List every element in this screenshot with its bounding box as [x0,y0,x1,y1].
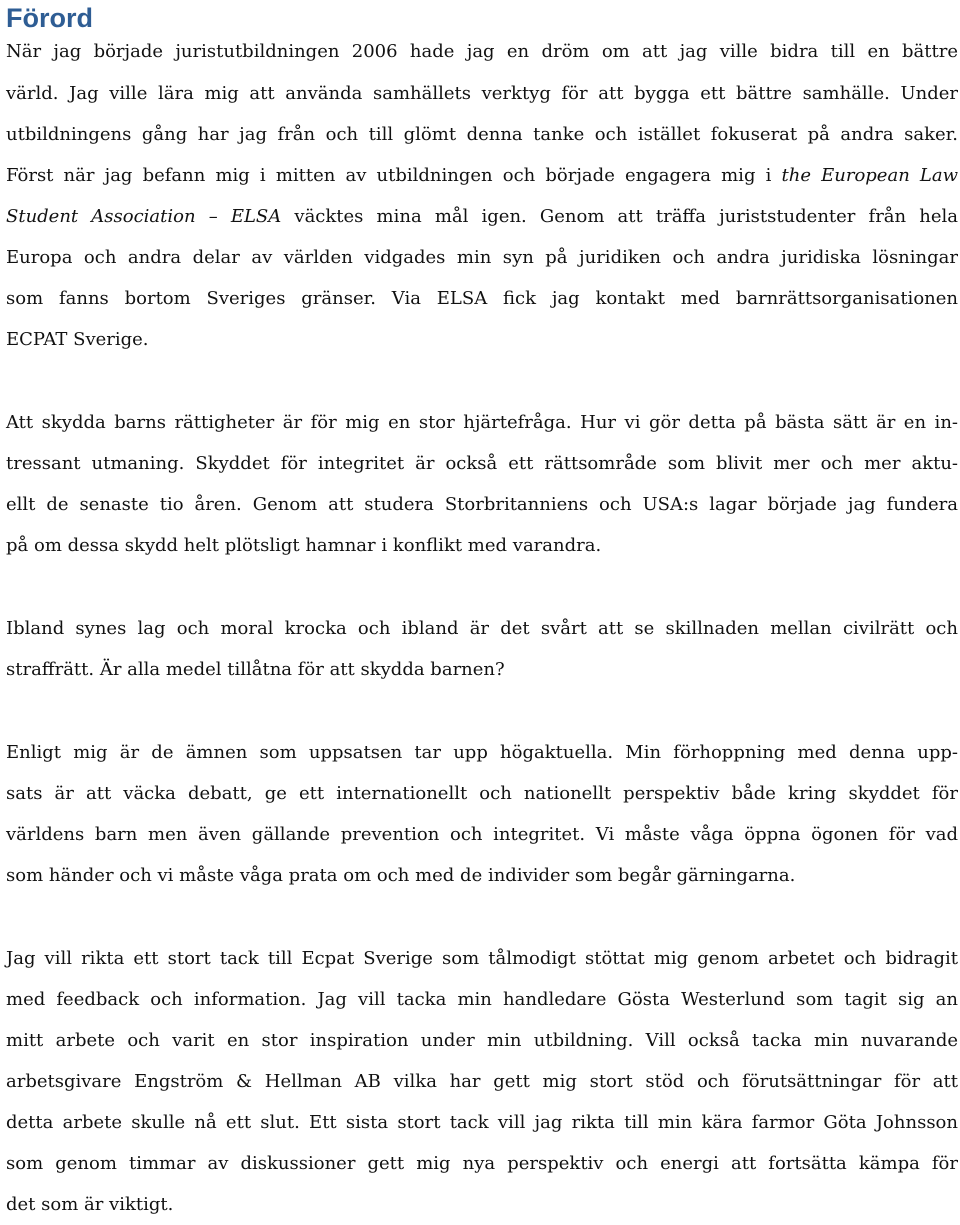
text-line: som händer och vi måste våga prata om och med de individer som begår gärningarna. [6,865,796,886]
paragraph-thanks [6,938,958,1225]
page-title: Förord [6,3,93,33]
paragraph-intro [6,35,958,360]
italic-segment: Student Association – ELSA [6,206,282,227]
paragraph-law-moral [6,608,958,690]
text-line: sats är att väcka debatt, ge ett internationellt och nationellt perspektiv både kring skyddet för [6,783,958,804]
paragraph-gap [6,566,958,608]
paragraph-gap [6,896,958,938]
text-line: detta arbete skulle nå ett slut. Ett sista stort tack vill jag rikta till min kära farmor Göta Johnsson [6,1112,958,1133]
text-line: på om dessa skydd helt plötsligt hamnar i konflikt med varandra. [6,535,602,556]
text-line: mitt arbete och varit en stor inspiration under min utbildning. Vill också tacka min nuvarande [6,1030,958,1051]
text-line: det som är viktigt. [6,1194,174,1215]
text-line: utbildningens gång har jag från och till glömt denna tanke och istället fokuserat på andra saker. [6,124,958,145]
text-line: Enligt mig är de ämnen som uppsatsen tar upp högaktuella. Min förhoppning med denna upp- [6,742,958,763]
paragraph-gap [6,690,958,732]
text-line: När jag började juristutbildningen 2006 hade jag en dröm om att jag ville bidra till en bättre [6,41,958,62]
text-line: arbetsgivare Engström & Hellman AB vilka har gett mig stort stöd och förutsättningar för att [6,1071,958,1092]
text-line-mixed [6,196,958,237]
paragraph-gap [6,360,958,402]
paragraph-rights [6,402,958,566]
paragraph-topics [6,732,958,896]
text-line: ellt de senaste tio åren. Genom att studera Storbritanniens och USA:s lagar började jag fundera [6,494,958,515]
text-line: straffrätt. Är alla medel tillåtna för att skydda barnen? [6,659,505,680]
text-line: som genom timmar av diskussioner gett mig nya perspektiv och energi att fortsätta kämpa för [6,1153,958,1174]
text-line: Europa och andra delar av världen vidgades min syn på juridiken och andra juridiska lösningar [6,247,958,268]
text-line: ECPAT Sverige. [6,329,149,350]
text-segment: Först när jag befann mig i mitten av utbildningen och började engagera mig i [6,165,772,186]
text-line: Att skydda barns rättigheter är för mig en stor hjärtefråga. Hur vi gör detta på bästa sätt är en in- [6,412,958,433]
document-page [6,0,958,1225]
italic-segment: the European Law [781,165,959,186]
text-line: världens barn men även gällande prevention och integritet. Vi måste våga öppna ögonen för vad [6,824,958,845]
text-line: värld. Jag ville lära mig att använda samhällets verktyg för att bygga ett bättre samhälle. Under [6,83,958,104]
text-line: med feedback och information. Jag vill tacka min handledare Gösta Westerlund som tagit sig an [6,989,958,1010]
text-line: Jag vill rikta ett stort tack till Ecpat Sverige som tålmodigt stöttat mig genom arbetet och bidragit [6,948,958,969]
text-line: som fanns bortom Sveriges gränser. Via ELSA fick jag kontakt med barnrättsorganisationen [6,288,958,309]
text-line: tressant utmaning. Skyddet för integritet är också ett rättsområde som blivit mer och mer aktu- [6,453,958,474]
text-line-mixed [6,155,958,196]
text-segment: väcktes mina mål igen. Genom att träffa juriststudenter från hela [294,206,958,227]
text-line: Ibland synes lag och moral krocka och ibland är det svårt att se skillnaden mellan civilrätt och [6,618,958,639]
